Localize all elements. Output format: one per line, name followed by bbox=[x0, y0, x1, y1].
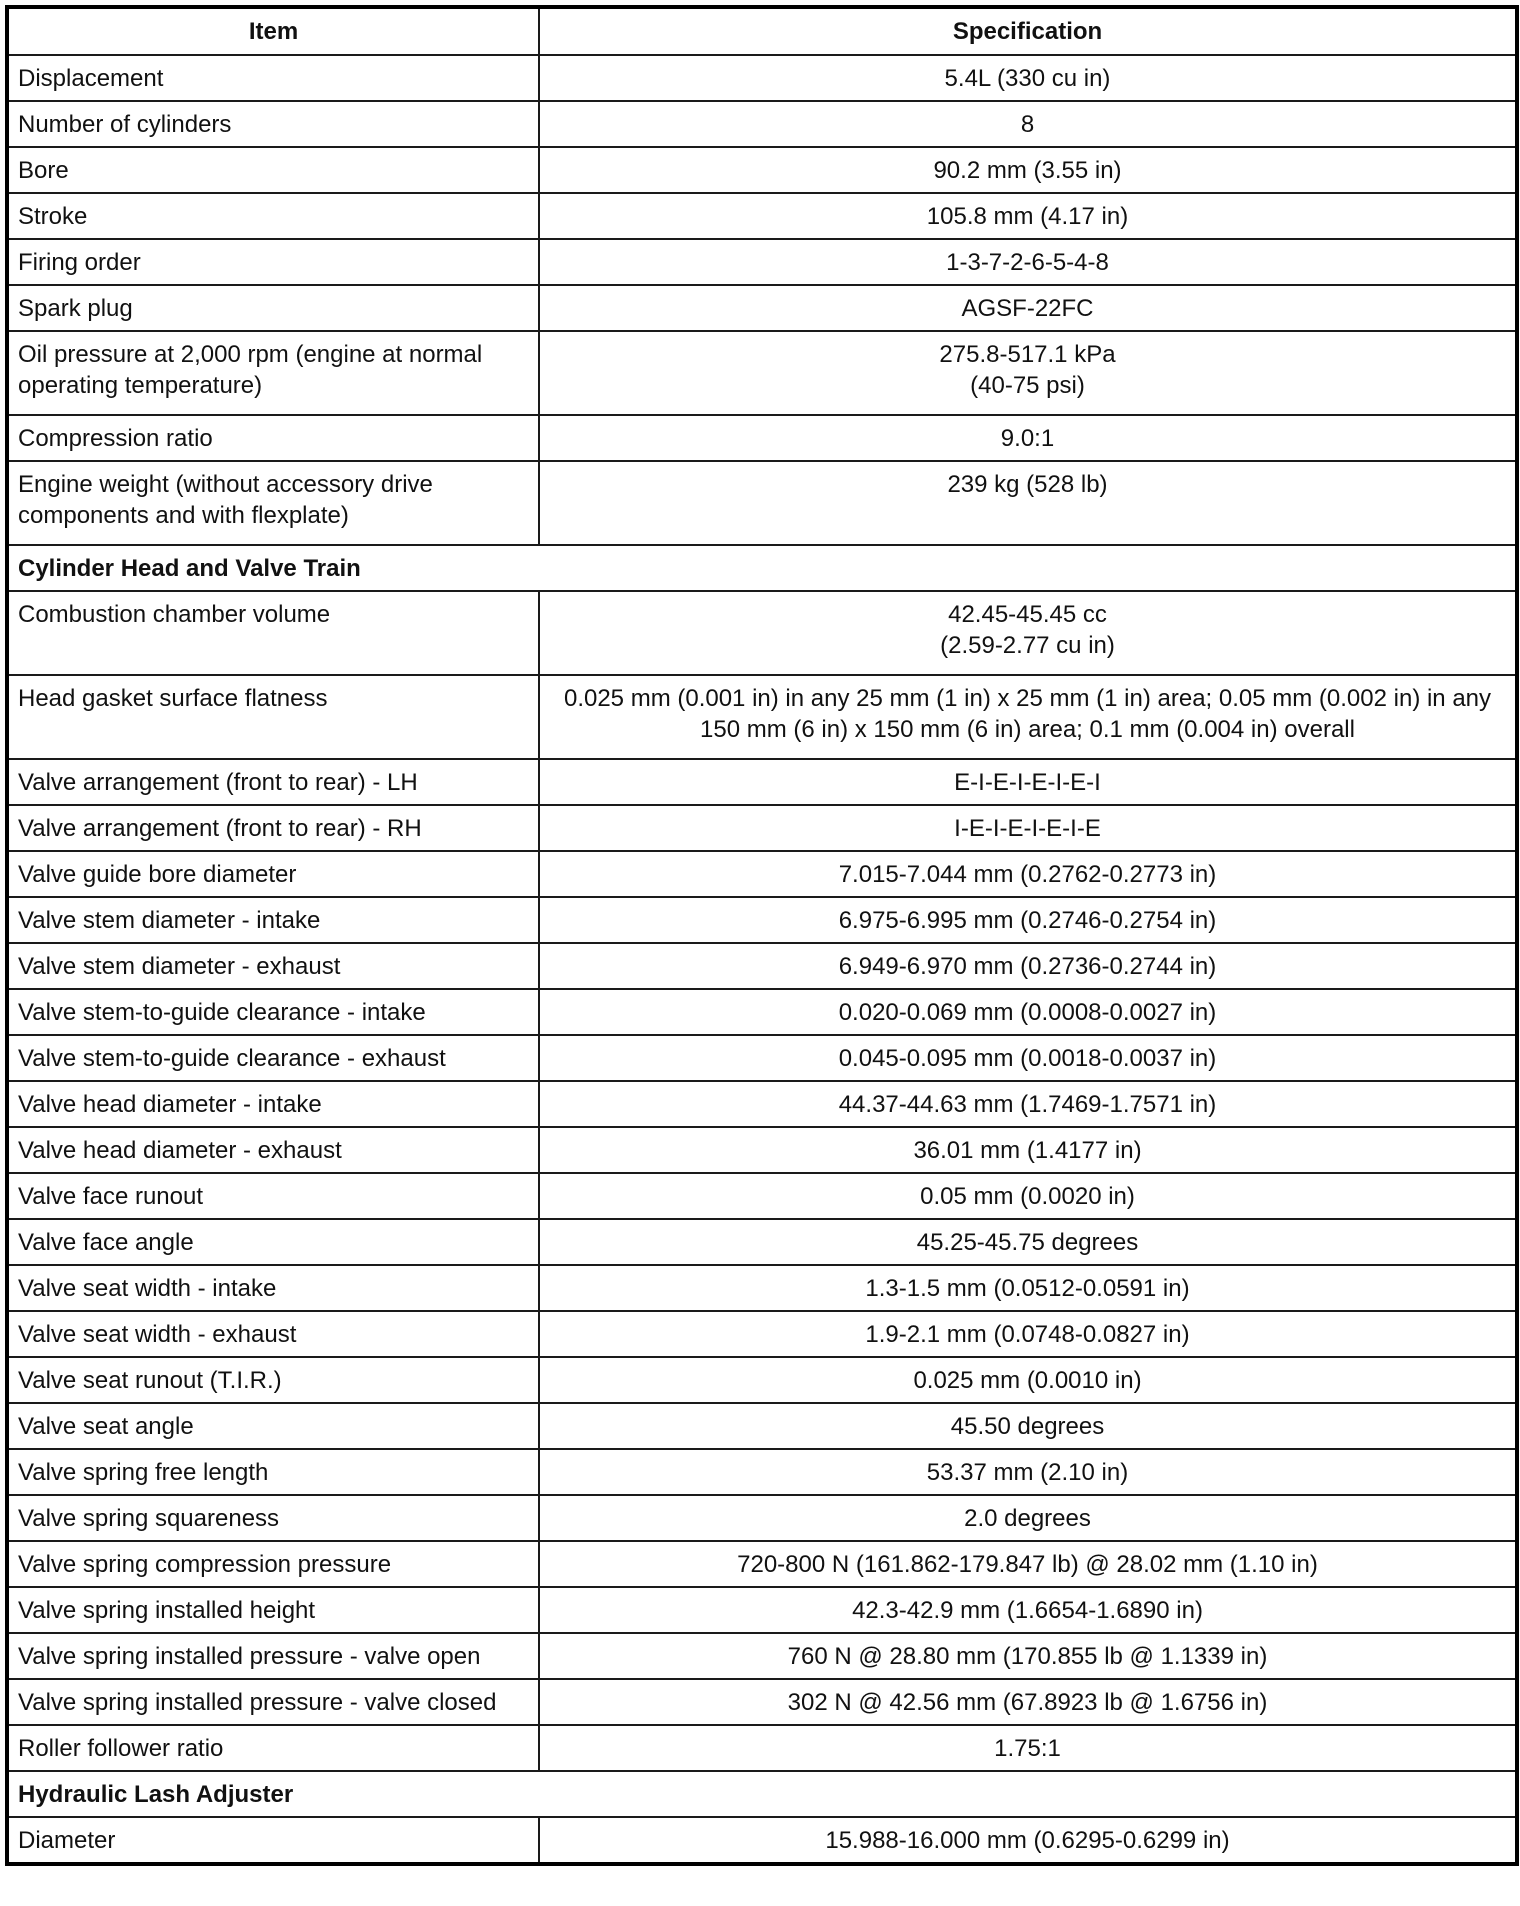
spec-cell: 45.25-45.75 degrees bbox=[539, 1219, 1517, 1265]
spec-cell: 105.8 mm (4.17 in) bbox=[539, 193, 1517, 239]
table-row bbox=[7, 851, 1517, 897]
spec-cell: 1.9-2.1 mm (0.0748-0.0827 in) bbox=[539, 1311, 1517, 1357]
item-cell: Roller follower ratio bbox=[7, 1725, 539, 1771]
table-row bbox=[7, 591, 1517, 675]
item-cell: Bore bbox=[7, 147, 539, 193]
section-row bbox=[7, 545, 1517, 591]
table-row bbox=[7, 1495, 1517, 1541]
spec-cell-text: 42.45-45.45 cc (2.59-2.77 cu in) bbox=[940, 601, 1115, 659]
table-row bbox=[7, 461, 1517, 545]
table-row bbox=[7, 1219, 1517, 1265]
item-cell: Valve spring squareness bbox=[7, 1495, 539, 1541]
spec-cell bbox=[539, 591, 1517, 675]
table-row bbox=[7, 943, 1517, 989]
spec-cell: 0.045-0.095 mm (0.0018-0.0037 in) bbox=[539, 1035, 1517, 1081]
section-row bbox=[7, 1771, 1517, 1817]
spec-cell: 45.50 degrees bbox=[539, 1403, 1517, 1449]
spec-cell: 8 bbox=[539, 101, 1517, 147]
table-row bbox=[7, 1357, 1517, 1403]
table-row bbox=[7, 805, 1517, 851]
spec-cell: 53.37 mm (2.10 in) bbox=[539, 1449, 1517, 1495]
table-row bbox=[7, 1817, 1517, 1864]
spec-cell: 7.015-7.044 mm (0.2762-0.2773 in) bbox=[539, 851, 1517, 897]
spec-cell: 44.37-44.63 mm (1.7469-1.7571 in) bbox=[539, 1081, 1517, 1127]
item-cell: Spark plug bbox=[7, 285, 539, 331]
item-cell: Valve head diameter - intake bbox=[7, 1081, 539, 1127]
spec-cell: 42.3-42.9 mm (1.6654-1.6890 in) bbox=[539, 1587, 1517, 1633]
spec-cell: 239 kg (528 lb) bbox=[539, 461, 1517, 545]
item-cell: Valve spring installed pressure - valve closed bbox=[7, 1679, 539, 1725]
item-cell: Valve stem-to-guide clearance - intake bbox=[7, 989, 539, 1035]
table-row bbox=[7, 101, 1517, 147]
item-cell: Valve spring installed height bbox=[7, 1587, 539, 1633]
table-row bbox=[7, 1633, 1517, 1679]
table-row bbox=[7, 1587, 1517, 1633]
section-heading: Hydraulic Lash Adjuster bbox=[7, 1771, 1517, 1817]
item-cell: Valve spring free length bbox=[7, 1449, 539, 1495]
spec-cell: 5.4L (330 cu in) bbox=[539, 55, 1517, 101]
table-row bbox=[7, 1679, 1517, 1725]
table-row bbox=[7, 415, 1517, 461]
item-cell: Compression ratio bbox=[7, 415, 539, 461]
table-row bbox=[7, 1127, 1517, 1173]
item-cell: Engine weight (without accessory drive components and with flexplate) bbox=[7, 461, 539, 545]
item-cell: Displacement bbox=[7, 55, 539, 101]
table-row bbox=[7, 675, 1517, 759]
item-cell: Valve seat width - intake bbox=[7, 1265, 539, 1311]
spec-cell: 1-3-7-2-6-5-4-8 bbox=[539, 239, 1517, 285]
spec-cell: 2.0 degrees bbox=[539, 1495, 1517, 1541]
item-column-header: Item bbox=[7, 7, 539, 55]
table-row bbox=[7, 1035, 1517, 1081]
spec-cell-text: 275.8-517.1 kPa (40-75 psi) bbox=[939, 341, 1116, 399]
spec-cell: 0.020-0.069 mm (0.0008-0.0027 in) bbox=[539, 989, 1517, 1035]
table-row bbox=[7, 193, 1517, 239]
item-cell: Valve seat angle bbox=[7, 1403, 539, 1449]
item-cell: Valve stem-to-guide clearance - exhaust bbox=[7, 1035, 539, 1081]
item-cell: Head gasket surface flatness bbox=[7, 675, 539, 759]
item-cell: Valve head diameter - exhaust bbox=[7, 1127, 539, 1173]
item-cell: Valve stem diameter - intake bbox=[7, 897, 539, 943]
item-cell: Valve spring compression pressure bbox=[7, 1541, 539, 1587]
spec-cell: 0.05 mm (0.0020 in) bbox=[539, 1173, 1517, 1219]
table-row bbox=[7, 331, 1517, 415]
spec-cell: I-E-I-E-I-E-I-E bbox=[539, 805, 1517, 851]
item-cell: Stroke bbox=[7, 193, 539, 239]
table-row bbox=[7, 1081, 1517, 1127]
item-cell: Number of cylinders bbox=[7, 101, 539, 147]
item-cell: Valve guide bore diameter bbox=[7, 851, 539, 897]
section-heading: Cylinder Head and Valve Train bbox=[7, 545, 1517, 591]
spec-sheet bbox=[5, 5, 1515, 1866]
table-row bbox=[7, 1403, 1517, 1449]
spec-cell: 1.3-1.5 mm (0.0512-0.0591 in) bbox=[539, 1265, 1517, 1311]
table-row bbox=[7, 55, 1517, 101]
item-cell: Valve arrangement (front to rear) - RH bbox=[7, 805, 539, 851]
engine-spec-table bbox=[5, 5, 1519, 1866]
specification-column-header: Specification bbox=[539, 7, 1517, 55]
item-cell: Valve arrangement (front to rear) - LH bbox=[7, 759, 539, 805]
spec-cell: 0.025 mm (0.001 in) in any 25 mm (1 in) x 25 mm (1 in) area; 0.05 mm (0.002 in) in any 150 mm (6 in) x 150 mm (6 in) area; 0.1 mm (0.004 in) overall bbox=[539, 675, 1517, 759]
spec-cell: 90.2 mm (3.55 in) bbox=[539, 147, 1517, 193]
spec-cell: 302 N @ 42.56 mm (67.8923 lb @ 1.6756 in) bbox=[539, 1679, 1517, 1725]
spec-cell: 0.025 mm (0.0010 in) bbox=[539, 1357, 1517, 1403]
spec-cell: E-I-E-I-E-I-E-I bbox=[539, 759, 1517, 805]
table-row bbox=[7, 759, 1517, 805]
spec-cell: 1.75:1 bbox=[539, 1725, 1517, 1771]
item-cell: Valve stem diameter - exhaust bbox=[7, 943, 539, 989]
spec-cell: 6.975-6.995 mm (0.2746-0.2754 in) bbox=[539, 897, 1517, 943]
table-row bbox=[7, 1311, 1517, 1357]
item-cell: Valve spring installed pressure - valve open bbox=[7, 1633, 539, 1679]
table-row bbox=[7, 285, 1517, 331]
table-row bbox=[7, 1725, 1517, 1771]
spec-cell: 720-800 N (161.862-179.847 lb) @ 28.02 mm (1.10 in) bbox=[539, 1541, 1517, 1587]
item-cell: Valve seat runout (T.I.R.) bbox=[7, 1357, 539, 1403]
spec-cell: AGSF-22FC bbox=[539, 285, 1517, 331]
item-cell: Valve face runout bbox=[7, 1173, 539, 1219]
spec-cell: 15.988-16.000 mm (0.6295-0.6299 in) bbox=[539, 1817, 1517, 1864]
item-cell: Diameter bbox=[7, 1817, 539, 1864]
item-cell: Valve seat width - exhaust bbox=[7, 1311, 539, 1357]
table-row bbox=[7, 1173, 1517, 1219]
table-row bbox=[7, 989, 1517, 1035]
item-cell: Firing order bbox=[7, 239, 539, 285]
table-row bbox=[7, 1449, 1517, 1495]
spec-cell: 36.01 mm (1.4177 in) bbox=[539, 1127, 1517, 1173]
spec-cell: 6.949-6.970 mm (0.2736-0.2744 in) bbox=[539, 943, 1517, 989]
item-cell: Combustion chamber volume bbox=[7, 591, 539, 675]
table-row bbox=[7, 239, 1517, 285]
item-cell: Valve face angle bbox=[7, 1219, 539, 1265]
table-row bbox=[7, 1541, 1517, 1587]
spec-cell bbox=[539, 331, 1517, 415]
item-cell: Oil pressure at 2,000 rpm (engine at normal operating temperature) bbox=[7, 331, 539, 415]
table-row bbox=[7, 1265, 1517, 1311]
spec-cell: 760 N @ 28.80 mm (170.855 lb @ 1.1339 in) bbox=[539, 1633, 1517, 1679]
table-header-row bbox=[7, 7, 1517, 55]
spec-cell: 9.0:1 bbox=[539, 415, 1517, 461]
table-row bbox=[7, 897, 1517, 943]
table-row bbox=[7, 147, 1517, 193]
